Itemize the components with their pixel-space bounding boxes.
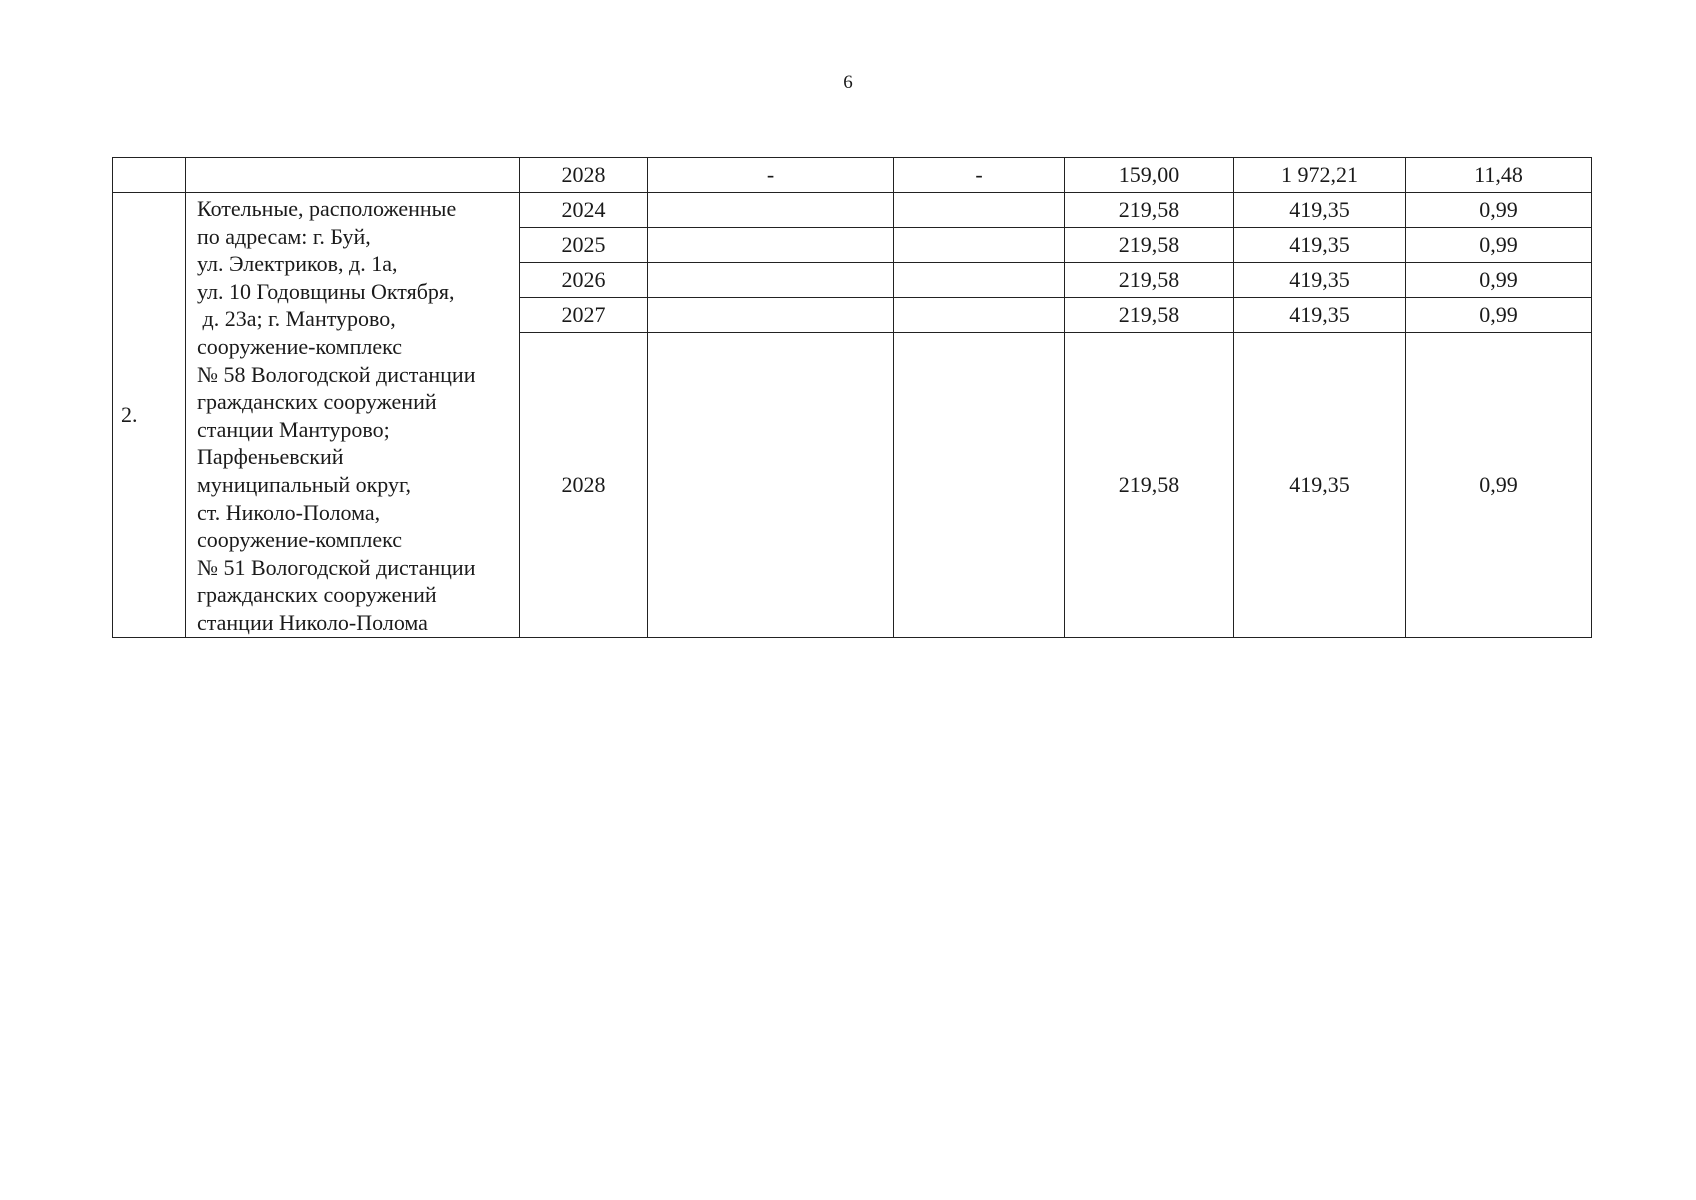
year-cell: 2024 <box>520 193 648 228</box>
value-cell <box>894 333 1065 637</box>
value-cell: 419,35 <box>1234 193 1406 228</box>
value-cell <box>648 298 894 333</box>
address-line: станции Мантурово; <box>197 416 390 442</box>
value-cell: 0,99 <box>1406 228 1592 263</box>
value-cell: 0,99 <box>1406 333 1592 637</box>
table-row <box>113 193 1592 228</box>
value-cell: 0,99 <box>1406 193 1592 228</box>
value-cell: 219,58 <box>1065 263 1234 298</box>
address-line: гражданских сооружений <box>197 582 437 608</box>
value-cell: 0,99 <box>1406 298 1592 333</box>
value-cell <box>648 263 894 298</box>
value-cell: 0,99 <box>1406 263 1592 298</box>
year-cell: 2025 <box>520 228 648 263</box>
address-line: станции Николо-Полома <box>197 609 428 635</box>
year-cell: 2027 <box>520 298 648 333</box>
value-cell: 419,35 <box>1234 298 1406 333</box>
address-line: ст. Николо-Полома, <box>197 499 381 525</box>
value-cell <box>894 228 1065 263</box>
address-line: № 51 Вологодской дистанции <box>197 554 476 580</box>
table-row <box>113 158 1592 193</box>
value-cell: 219,58 <box>1065 193 1234 228</box>
tariff-table <box>112 157 1592 638</box>
address-line: гражданских сооружений <box>197 389 437 415</box>
value-cell: 219,58 <box>1065 333 1234 637</box>
value-cell: - <box>648 158 894 193</box>
value-cell: 219,58 <box>1065 228 1234 263</box>
address-line: сооружение-комплекс <box>197 527 402 553</box>
value-cell: 11,48 <box>1406 158 1592 193</box>
value-cell: 419,35 <box>1234 263 1406 298</box>
year-cell: 2028 <box>520 333 648 637</box>
year-cell: 2028 <box>520 158 648 193</box>
address-line: ул. 10 Годовщины Октября, <box>197 278 455 304</box>
address-line: Парфеньевский <box>197 444 344 470</box>
address-line: ул. Электриков, д. 1а, <box>197 251 398 277</box>
value-cell: 419,35 <box>1234 228 1406 263</box>
value-cell <box>648 228 894 263</box>
value-cell: 159,00 <box>1065 158 1234 193</box>
year-cell: 2026 <box>520 263 648 298</box>
address-line: сооружение-комплекс <box>197 333 402 359</box>
address-line: по адресам: г. Буй, <box>197 223 371 249</box>
value-cell <box>894 193 1065 228</box>
number-cell: 2. <box>113 193 186 638</box>
value-cell <box>894 263 1065 298</box>
value-cell <box>894 298 1065 333</box>
address-cell <box>186 158 520 193</box>
address-line: № 58 Вологодской дистанции <box>197 361 476 387</box>
value-cell: 219,58 <box>1065 298 1234 333</box>
value-cell: - <box>894 158 1065 193</box>
value-cell: 419,35 <box>1234 333 1406 637</box>
address-line: муниципальный округ, <box>197 471 412 497</box>
value-cell <box>648 193 894 228</box>
address-cell <box>186 193 520 638</box>
value-cell: 1 972,21 <box>1234 158 1406 193</box>
value-cell <box>648 333 894 637</box>
page-number: 6 <box>843 72 853 93</box>
number-cell <box>113 158 186 193</box>
address-line: д. 23а; г. Мантурово, <box>197 306 396 332</box>
address-line: Котельные, расположенные <box>197 196 457 221</box>
